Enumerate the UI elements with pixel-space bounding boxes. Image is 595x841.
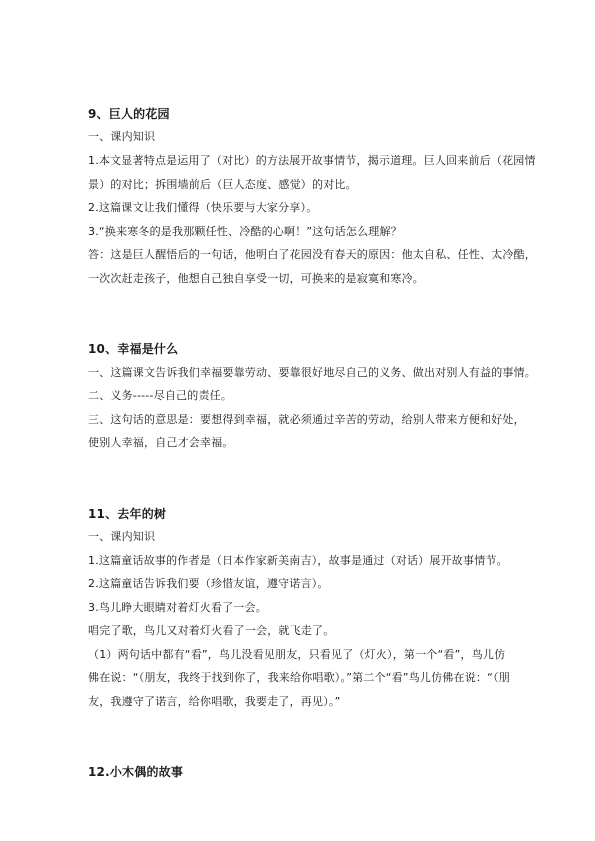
text-line: 一、课内知识 [88,130,156,143]
text-line: 二、义务-----尽自己的责任。 [88,389,233,402]
text-line: 1.这篇童话故事的作者是（日本作家新美南吉），故事是通过（对话）展开故事情节。 [88,554,508,567]
text-line: 一、这篇课文告诉我们幸福要靠劳动、要靠很好地尽自己的义务、做出对别人有益的事情。 [88,366,536,379]
text-line: 2.这篇童话告诉我们要（珍惜友谊，遵守诺言）。 [88,577,329,590]
text-line: 3.鸟儿睁大眼睛对着灯火看了一会。 [88,601,267,614]
text-line: 答：这是巨人醒悟后的一句话，他明白了花园没有春天的原因：他太自私、任性、太冷酷， [88,248,536,261]
text-line: 友，我遵守了诺言，给你唱歌，我要走了，再见）。” [88,695,341,708]
text-line: 三、这句话的意思是：要想得到幸福，就必须通过辛苦的劳动，给别人带来方便和好处， [88,413,525,426]
text-line: 一、课内知识 [88,530,156,543]
text-line: 景）的对比；拆围墙前后（巨人态度、感觉）的对比。 [88,178,357,191]
section-title-10: 10、幸福是什么 [88,342,179,356]
text-line: （1）两句话中都有“看”，鸟儿没看见朋友，只看见了（灯火），第一个“看”，鸟儿仿 [88,648,506,661]
text-line: 3.“换来寒冬的是我那颗任性、冷酷的心啊！”这句话怎么理解？ [88,225,402,238]
text-line: 唱完了歌，鸟儿又对着灯火看了一会，就飞走了。 [88,624,335,637]
section-title-9: 9、巨人的花园 [88,107,170,121]
text-line: 佛在说：“（朋友，我终于找到你了，我来给你唱歌）。”第二个“看”鸟儿仿佛在说：“（朋 [88,671,510,684]
text-line: 2.这篇课文让我们懂得（快乐要与大家分享）。 [88,201,318,214]
text-line: 使别人幸福，自己才会幸福。 [88,436,234,449]
section-title-11: 11、去年的树 [88,507,167,521]
section-title-12: 12.小木偶的故事 [88,765,184,779]
text-line: 一次次赶走孩子，他想自己独自享受一切，可换来的是寂寞和寒冷。 [88,272,424,285]
text-line: 1.本文显著特点是运用了（对比）的方法展开故事情节，揭示道理。巨人回来前后（花园情 [88,154,536,167]
